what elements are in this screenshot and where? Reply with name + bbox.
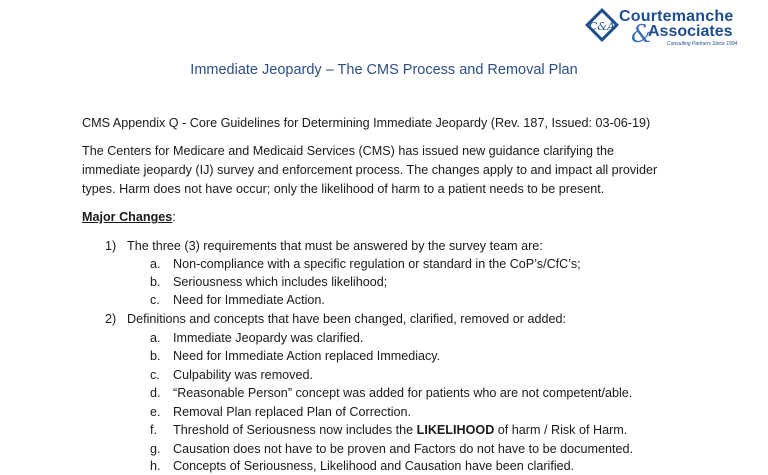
sub-item-letter: e. [150, 405, 161, 419]
document-title: Immediate Jeopardy – The CMS Process and Removal Plan [190, 62, 578, 78]
sub-item-letter: b. [150, 349, 161, 363]
logo-line2: Associates [648, 23, 733, 40]
sub-item-letter: c. [150, 368, 160, 382]
sub-item-text-post: of harm / Risk of Harm. [494, 423, 628, 437]
sub-item-letter: h. [150, 459, 161, 473]
sub-item-text: Seriousness which includes likelihood; [173, 275, 388, 289]
logo-mark-icon [583, 6, 621, 44]
intro-line-2: immediate jeopardy (IJ) survey and enforcement process. The changes apply to and impact all provider [82, 163, 658, 177]
sub-item-text: Removal Plan replaced Plan of Correction. [173, 405, 412, 419]
list-item-number: 2) [105, 312, 117, 326]
company-logo [583, 6, 763, 48]
section-heading [82, 208, 176, 226]
sub-item-letter: a. [150, 331, 161, 345]
logo-line1: Courtemanche [619, 8, 734, 25]
intro-line-3: types. Harm does not have occur; only the likelihood of harm to a patient needs to be present. [82, 182, 605, 196]
sub-item-letter: d. [150, 386, 161, 400]
section-heading-colon: : [172, 210, 176, 224]
sub-item-letter: b. [150, 275, 161, 289]
logo-tagline: Consulting Partners Since 1994 [667, 41, 738, 47]
sub-item-text: Concepts of Seriousness, Likelihood and Causation have been clarified. [173, 459, 575, 473]
sub-item-text: “Reasonable Person” concept was added for patients who are not competent/able. [173, 386, 633, 400]
sub-item-text: Non-compliance with a specific regulation or standard in the CoP’s/CfC’s; [173, 257, 581, 271]
reference-line: CMS Appendix Q - Core Guidelines for Determining Immediate Jeopardy (Rev. 187, Issued: 03-06-19) [82, 116, 651, 130]
sub-item-letter: f. [150, 423, 157, 437]
section-heading-text: Major Changes [82, 210, 173, 224]
intro-line-1: The Centers for Medicare and Medicaid Services (CMS) has issued new guidance clarifying the [82, 144, 614, 158]
sub-item-text-pre: Threshold of Seriousness now includes the [173, 423, 417, 437]
sub-item-letter: g. [150, 442, 161, 456]
logo-ampersand: & [631, 20, 653, 48]
sub-item-text [173, 421, 627, 439]
sub-item-text: Need for Immediate Action replaced Immediacy. [173, 349, 441, 363]
sub-item-text-bold: LIKELIHOOD [416, 423, 495, 437]
logo-mark-text: C&A [588, 20, 616, 33]
sub-item-text: Culpability was removed. [173, 368, 313, 382]
list-item-number: 1) [105, 239, 117, 253]
sub-item-text: Immediate Jeopardy was clarified. [173, 331, 364, 345]
sub-item-text: Causation does not have to be proven and Factors do not have to be documented. [173, 442, 633, 456]
list-item-text: The three (3) requirements that must be answered by the survey team are: [127, 239, 543, 253]
sub-item-letter: c. [150, 293, 160, 307]
sub-item-letter: a. [150, 257, 161, 271]
list-item-text: Definitions and concepts that have been changed, clarified, removed or added: [127, 312, 566, 326]
sub-item-text: Need for Immediate Action. [173, 293, 325, 307]
